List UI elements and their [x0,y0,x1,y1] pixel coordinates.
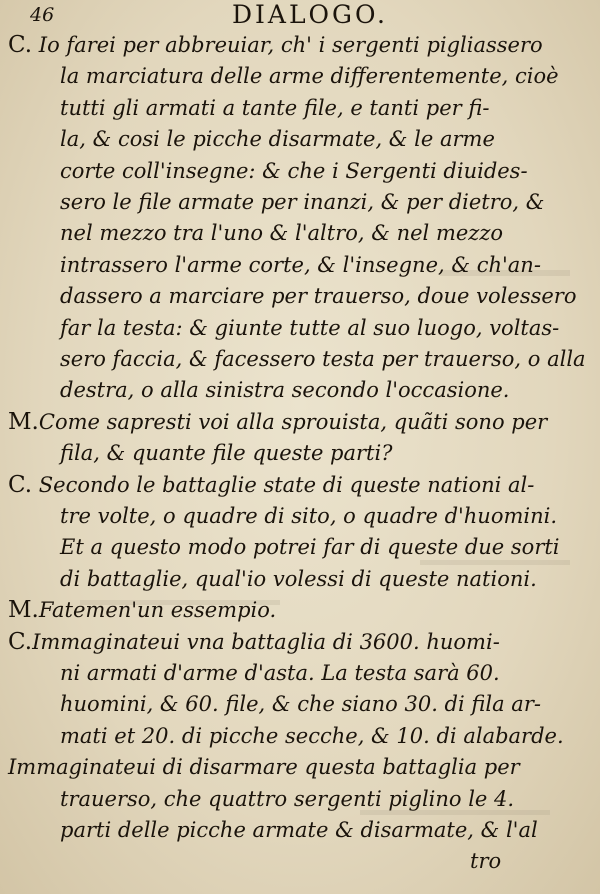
text-line [60,438,392,469]
line-text: parti delle picche armate & disarmate, & l'al [60,818,538,842]
line-text: Et a questo modo potrei far di queste due sorti [60,535,560,560]
page-number: 46 [30,4,55,26]
line-text: ni armati d'arme d'asta. La testa sarà 60. [60,661,500,685]
text-line [8,470,534,501]
speaker-label: M. [8,597,39,624]
text-line [8,595,276,626]
line-text: Io farei per abbreuiar, ch' i sergenti pigliassero [38,33,543,57]
page-header [0,0,600,30]
line-text: destra, o alla sinistra secondo l'occasione. [60,378,510,403]
line-text: tro [470,849,502,874]
line-text: trauerso, che quattro sergenti piglino le 4. [60,786,515,811]
speaker-label: C. [8,628,33,655]
text-line [8,627,500,658]
text-line [60,501,557,532]
line-text: huomini, & 60. file, & che siano 30. di fila ar- [60,692,541,717]
speaker-label: C. [8,32,33,58]
text-line [60,61,559,92]
line-text: Come sapresti voi alla sprouista, quãti sono per [38,409,548,434]
speaker-label: M. [8,408,39,435]
line-text: la, & cosi le picche disarmate, & le arme [60,127,495,152]
text-line [60,815,538,846]
text-line [60,187,544,218]
line-text: tre volte, o quadre di sito, o quadre d'huomini. [60,504,558,528]
line-text: Immaginateui di disarmare questa battaglia per [8,755,520,780]
speaker-label: C. [8,471,33,498]
line-text: Fatemen'un essempio. [38,598,277,623]
line-text: Immaginateui vna battaglia di 3600. huomi- [32,629,500,654]
text-line [60,375,509,406]
text-line [60,250,541,281]
line-text: mati et 20. di picche secche, & 10. di alabarde. [60,723,564,748]
line-text: sero faccia, & facessero testa per trauerso, o alla [60,347,586,371]
line-text: Secondo le battaglie state di queste nationi al- [38,472,535,497]
line-text: dassero a marciare per trauerso, doue volessero [60,284,577,309]
line-text: nel mezzo tra l'uno & l'altro, & nel mezzo [60,221,504,246]
line-text: fila, & quante file queste parti? [60,441,393,466]
text-line [8,752,520,783]
text-line [8,407,547,438]
running-title: DIALOGO. [231,0,389,29]
text-line [60,218,503,249]
text-line [60,658,500,689]
text-line [60,532,560,563]
text-line [60,721,564,752]
line-text: corte coll'insegne: & che i Sergenti diuides- [60,158,528,183]
text-line [60,156,528,187]
line-text: tutti gli armati a tante file, e tanti per fi- [60,95,490,120]
text-line [60,313,559,344]
line-text: intrassero l'arme corte, & l'insegne, & ch'an- [60,252,541,277]
text-line [60,281,576,312]
text-line [60,784,514,815]
text-line [470,846,501,877]
text-line [60,124,495,155]
line-text: far la testa: & giunte tutte al suo luogo, voltas- [60,315,560,340]
text-line [60,344,586,375]
line-text: di battaglie, qual'io volessi di queste nationi. [60,566,537,591]
text-line [60,564,537,595]
text-line [60,93,489,124]
text-line [60,689,541,720]
text-line [8,30,543,61]
line-text: la marciatura delle arme differentemente, cioè [60,64,559,89]
line-text: sero le file armate per inanzi, & per dietro, & [60,190,545,214]
